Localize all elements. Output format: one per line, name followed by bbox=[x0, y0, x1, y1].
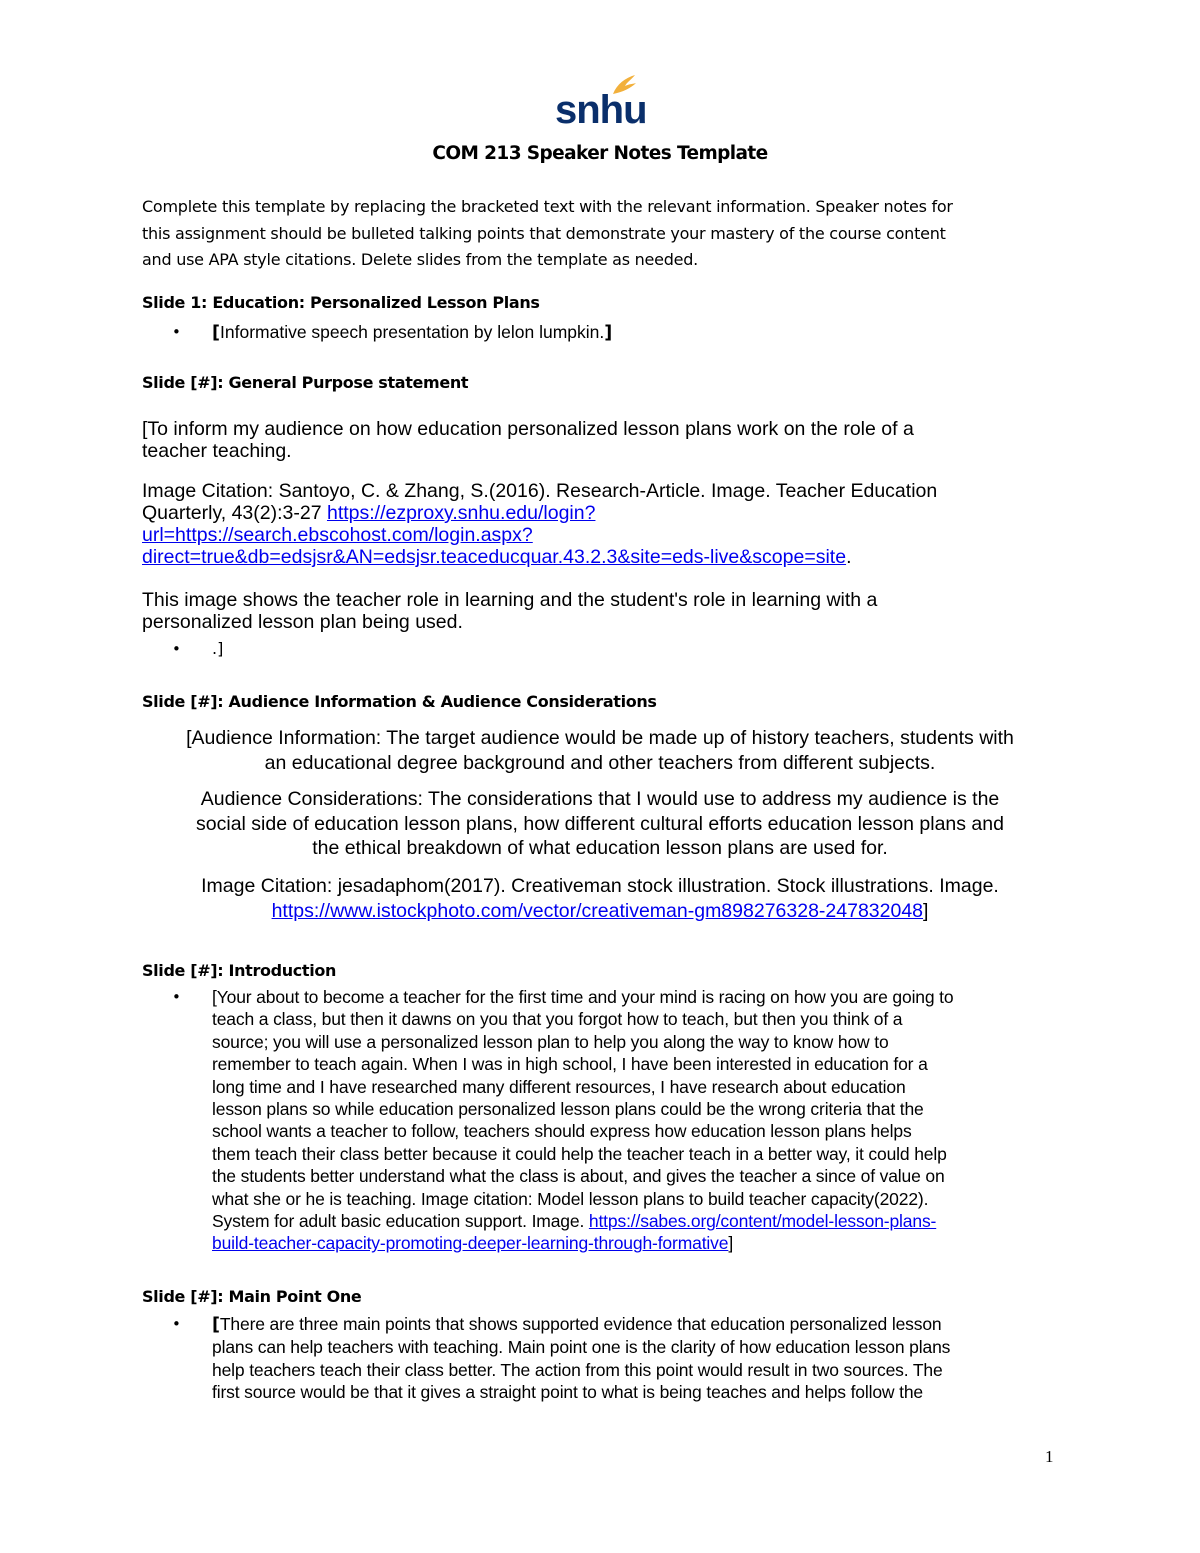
slide-2-bullet bbox=[172, 638, 223, 660]
image-description: This image shows the teacher role in learning and the student's role in learning with a personalized lesson plan being used. bbox=[142, 589, 878, 633]
logo-wordmark: snhu bbox=[555, 88, 647, 132]
image-citation-2: Image Citation: jesadaphom(2017). Creativeman stock illustration. Stock illustrations. Image. https://www.istockphoto.com/vector/creativeman-gm898276328-247832048] bbox=[201, 875, 999, 922]
page-title: COM 213 Speaker Notes Template bbox=[432, 143, 768, 164]
purpose-statement: [To inform my audience on how education personalized lesson plans work on the role of a teacher teaching. bbox=[142, 418, 914, 462]
source-link-part[interactable]: build-teacher-capacity-promoting-deeper-learning-through-formative bbox=[212, 1233, 729, 1254]
audience-information: [Audience Information: The target audience would be made up of history teachers, students with an educational degree background and other teachers from different subjects. bbox=[186, 727, 1014, 774]
bullet-icon: • bbox=[172, 323, 181, 341]
intro-line: Complete this template by replacing the bracketed text with the relevant information. Speaker notes for bbox=[142, 197, 953, 216]
bullet-icon: • bbox=[172, 988, 181, 1006]
slide-4-heading: Slide [#]: Introduction bbox=[142, 961, 337, 980]
citation-link-part[interactable]: url=https://search.ebscohost.com/login.aspx? bbox=[142, 524, 533, 546]
citation-link[interactable]: https://www.istockphoto.com/vector/creativeman-gm898276328-247832048 bbox=[271, 899, 924, 922]
bullet-text: .] bbox=[212, 639, 224, 658]
bullet-icon: • bbox=[172, 1315, 181, 1333]
source-link-part[interactable]: https://sabes.org/content/model-lesson-plans- bbox=[588, 1211, 937, 1232]
page-number: 1 bbox=[1045, 1447, 1054, 1466]
slide-4-bullet bbox=[172, 986, 1062, 1255]
slide-2-heading: Slide [#]: General Purpose statement bbox=[142, 373, 469, 392]
intro-line: this assignment should be bulleted talking points that demonstrate your mastery of the course content bbox=[142, 223, 946, 243]
slide-5-heading: Slide [#]: Main Point One bbox=[142, 1287, 362, 1306]
intro-line: and use APA style citations. Delete slides from the template as needed. bbox=[142, 250, 698, 269]
slide-5-bullet bbox=[172, 1313, 1062, 1404]
audience-considerations: Audience Considerations: The considerations that I would use to address my audience is the social side of education lesson plans, how different cultural efforts education lesson plans and the ethical breakdown of what education lesson plans are used for. bbox=[196, 788, 1004, 859]
slide-1-heading: Slide 1: Education: Personalized Lesson Plans bbox=[142, 293, 540, 312]
bullet-text: [Informative speech presentation by lelon lumpkin.] bbox=[212, 322, 613, 343]
slide-3-heading: Slide [#]: Audience Information & Audience Considerations bbox=[142, 692, 657, 711]
main-point-text: [There are three main points that shows supported evidence that education personalized lesson plans can help teachers with teaching. Main point one is the clarity of how education lesson plans help teachers teach their class better. The action from this point would result in two sources. The first source would be that it gives a straight point to what is being teaches and helps follow the bbox=[212, 1314, 951, 1403]
introduction-text: [Your about to become a teacher for the first time and your mind is racing on how you are going to teach a class, but then it dawns on you that you forgot how to teach, but then you think of a source; you will use a personalized lesson plan to help you along the way to know how to remember to teach again. When I was in high school, I have been interested in education for a long time and I have researched many different resources, I have research about education lesson plans so while education personalized lesson plans could be the wrong criteria that the school wants a teacher to follow, teachers should express how education lesson plans helps them teach their class better because it could help the teacher teach in a better way, it could help the students better understand what the class is about, and gives the teacher a since of value on what she or he is teaching. Image citation: Model lesson plans to build teacher capacity(2022). System for adult basic education support. Image. https://sabes.org/content/model-lesson-plans- build-teacher-capacity-promoting-deeper-learning-through-formative] bbox=[212, 987, 954, 1254]
slide-1-bullet bbox=[172, 321, 612, 344]
citation-link-part[interactable]: direct=true&db=edsjsr&AN=edsjsr.teaceducquar.43.2.3&site=eds-live&scope=site bbox=[142, 546, 847, 568]
bullet-icon: • bbox=[172, 640, 181, 658]
snhu-logo bbox=[555, 74, 647, 132]
image-citation-1: Image Citation: Santoyo, C. & Zhang, S.(2016). Research-Article. Image. Teacher Education Quarterly, 43(2):3-27 https://ezproxy.snhu.edu/login? url=https://search.ebscohost.com/login.aspx? direct=true&db=edsjsr&AN=edsjsr.teaceducquar.43.2.3&site=eds-live&scope=site. bbox=[142, 480, 938, 568]
instructions-paragraph bbox=[142, 194, 1062, 274]
citation-link-part[interactable]: https://ezproxy.snhu.edu/login? bbox=[326, 502, 596, 524]
